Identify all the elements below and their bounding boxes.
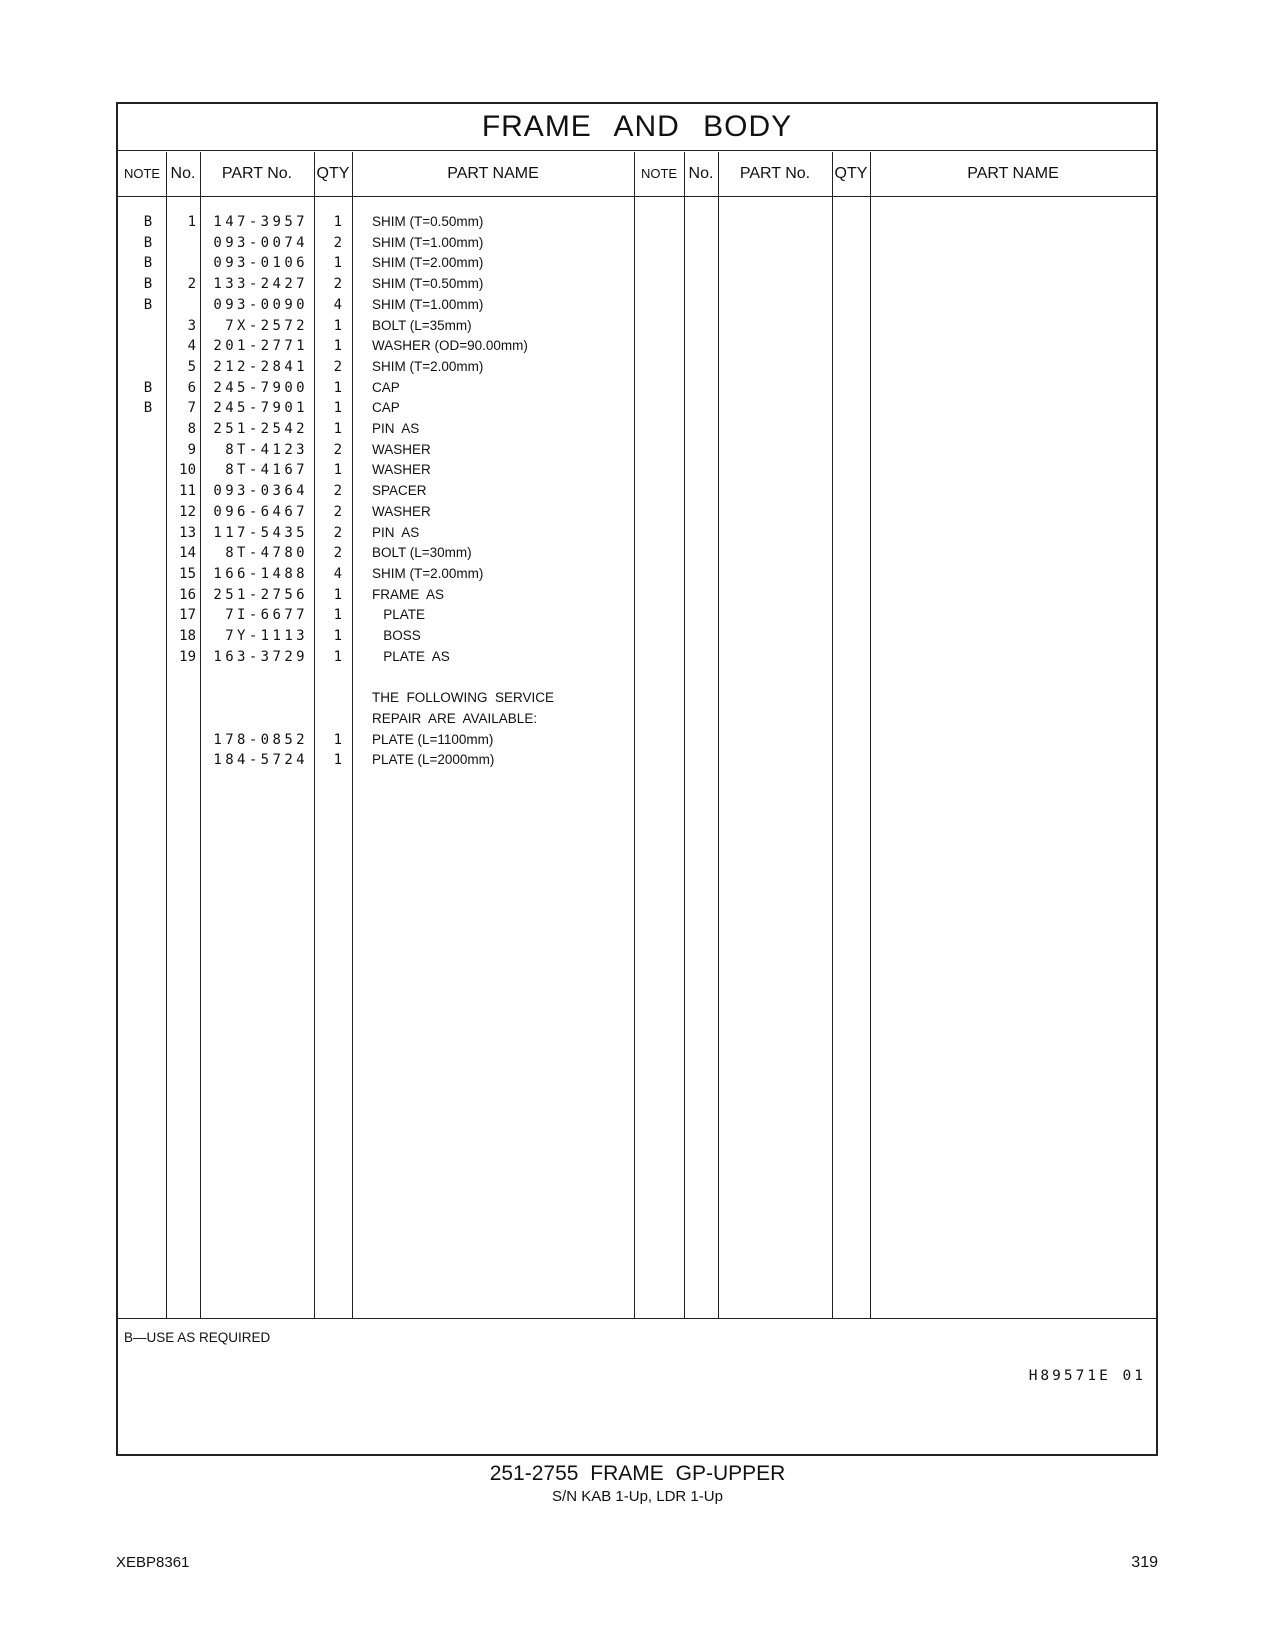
table-row <box>118 628 1160 649</box>
document-id: XEBP8361 <box>116 1554 190 1571</box>
row-quantity: 1 <box>333 317 342 334</box>
row-item-number: 18 <box>179 628 196 644</box>
table-row <box>118 504 1160 525</box>
footnote: B—USE AS REQUIRED <box>124 1330 271 1345</box>
row-part-number: 166-1488 <box>213 565 308 582</box>
row-item-number: 17 <box>179 607 196 624</box>
row-quantity: 1 <box>333 255 342 272</box>
header-no-right: No. <box>688 165 714 182</box>
row-part-name: REPAIR ARE AVAILABLE: <box>372 710 538 726</box>
row-part-number: 201-2771 <box>213 338 308 355</box>
row-part-number: 178-0852 <box>213 731 308 748</box>
row-part-name: WASHER <box>372 462 431 478</box>
row-part-name: SPACER <box>372 483 427 499</box>
row-note: B <box>143 296 153 313</box>
row-item-number: 1 <box>187 214 196 230</box>
row-part-name: SHIM (T=0.50mm) <box>372 214 484 229</box>
row-note: B <box>143 255 153 272</box>
row-part-number: 251-2542 <box>213 421 308 437</box>
row-quantity: 1 <box>333 214 342 230</box>
row-quantity: 1 <box>333 628 342 644</box>
row-part-number: 8T-4167 <box>225 462 308 479</box>
table-row <box>118 545 1160 566</box>
table-row <box>118 318 1160 339</box>
row-part-name: SHIM (T=1.00mm) <box>372 234 484 250</box>
row-quantity: 1 <box>333 379 342 396</box>
row-part-name: PIN AS <box>372 524 420 540</box>
row-part-number: 117-5435 <box>213 524 308 541</box>
row-quantity: 4 <box>333 565 342 582</box>
table-row <box>118 214 1160 235</box>
row-quantity: 1 <box>333 338 342 355</box>
row-part-name: SHIM (T=1.00mm) <box>372 296 484 312</box>
header-qty-right: QTY <box>834 165 868 182</box>
group-title: 251-2755 FRAME GP-UPPER <box>489 1462 786 1485</box>
table-row <box>118 752 1160 773</box>
table-row <box>118 297 1160 318</box>
row-item-number: 4 <box>187 338 196 355</box>
table-row <box>118 421 1160 442</box>
page-number: 319 <box>1131 1554 1158 1571</box>
row-part-name: SHIM (T=2.00mm) <box>372 255 484 271</box>
row-part-name: SHIM (T=2.00mm) <box>372 565 484 581</box>
row-part-name: BOLT (L=35mm) <box>372 317 472 333</box>
table-row <box>118 255 1160 276</box>
table-row <box>118 525 1160 546</box>
row-quantity: 1 <box>333 607 342 624</box>
row-note: B <box>143 400 153 417</box>
row-item-number: 8 <box>187 421 196 437</box>
row-part-number: 245-7900 <box>213 379 308 396</box>
row-part-number: 8T-4123 <box>225 441 308 458</box>
header-part-name-right: PART NAME <box>967 165 1059 182</box>
row-note: B <box>143 234 153 251</box>
row-quantity: 1 <box>333 462 342 479</box>
parts-table <box>116 102 1158 1456</box>
header-divider <box>118 196 1156 197</box>
row-item-number: 19 <box>179 648 196 665</box>
row-part-number: 093-0090 <box>213 296 308 313</box>
table-row <box>118 587 1160 608</box>
row-quantity: 2 <box>333 276 342 293</box>
table-row <box>118 400 1160 421</box>
row-quantity: 2 <box>333 503 342 520</box>
table-row <box>118 462 1160 483</box>
header-note-left: NOTE <box>123 166 161 181</box>
row-item-number: 6 <box>187 379 196 396</box>
row-item-number: 9 <box>187 441 196 458</box>
row-part-number: 7Y-1113 <box>225 628 308 644</box>
row-item-number: 16 <box>179 586 196 603</box>
row-part-number: 093-0364 <box>213 483 308 500</box>
row-part-number: 093-0074 <box>213 234 308 251</box>
row-quantity: 2 <box>333 441 342 458</box>
row-part-name: BOLT (L=30mm) <box>372 545 472 561</box>
row-part-name: WASHER <box>372 503 431 519</box>
row-item-number: 3 <box>187 317 196 334</box>
row-part-name: WASHER <box>372 441 431 457</box>
row-part-number: 245-7901 <box>213 400 308 417</box>
row-part-number: 212-2841 <box>213 358 308 375</box>
row-part-name: BOSS <box>372 628 421 643</box>
header-part-no-right: PART No. <box>739 165 811 182</box>
table-row <box>118 276 1160 297</box>
illustration-reference: H89571E 01 <box>1028 1368 1146 1384</box>
row-quantity: 4 <box>333 296 342 313</box>
row-part-number: 7X-2572 <box>225 317 308 334</box>
table-row <box>118 359 1160 380</box>
row-quantity: 1 <box>333 586 342 603</box>
row-quantity: 2 <box>333 358 342 375</box>
row-part-number: 147-3957 <box>213 214 308 230</box>
row-item-number: 5 <box>187 358 196 375</box>
row-part-name: FRAME AS <box>372 586 445 602</box>
header-part-name-left: PART NAME <box>447 165 539 182</box>
row-item-number: 14 <box>179 545 196 562</box>
row-part-name: SHIM (T=2.00mm) <box>372 358 484 374</box>
row-quantity: 2 <box>333 483 342 500</box>
row-part-number: 096-6467 <box>213 503 308 520</box>
row-part-number: 163-3729 <box>213 648 308 665</box>
row-note: B <box>143 379 153 396</box>
row-part-name: PLATE (L=2000mm) <box>372 752 495 768</box>
header-part-no-left: PART No. <box>221 165 293 182</box>
serial-range: S/N KAB 1-Up, LDR 1-Up <box>552 1488 723 1505</box>
row-note: B <box>143 214 153 230</box>
table-row <box>118 483 1160 504</box>
row-part-name: CAP <box>372 400 400 416</box>
row-item-number: 2 <box>187 276 196 293</box>
table-row <box>118 669 1160 690</box>
table-row <box>118 235 1160 256</box>
footer-divider <box>118 1318 1156 1319</box>
row-item-number: 13 <box>179 524 196 541</box>
table-row <box>118 690 1160 711</box>
table-row <box>118 649 1160 670</box>
table-row <box>118 732 1160 753</box>
row-quantity: 1 <box>333 400 342 417</box>
row-item-number: 11 <box>179 483 196 500</box>
row-part-number: 8T-4780 <box>225 545 308 562</box>
row-part-number: 251-2756 <box>213 586 308 603</box>
row-quantity: 1 <box>333 731 342 748</box>
header-note-right: NOTE <box>640 166 678 181</box>
row-part-name: PIN AS <box>372 421 420 436</box>
row-quantity: 2 <box>333 524 342 541</box>
row-quantity: 1 <box>333 752 342 769</box>
table-title: FRAME AND BODY <box>118 104 1156 151</box>
table-row <box>118 711 1160 732</box>
row-part-name: PLATE AS <box>372 648 450 664</box>
table-row <box>118 607 1160 628</box>
row-part-name: PLATE (L=1100mm) <box>372 731 494 747</box>
row-part-number: 184-5724 <box>213 752 308 769</box>
row-item-number: 12 <box>179 503 196 520</box>
row-part-name: WASHER (OD=90.00mm) <box>372 338 528 354</box>
table-row <box>118 380 1160 401</box>
header-no-left: No. <box>170 165 196 182</box>
table-row <box>118 442 1160 463</box>
row-quantity: 2 <box>333 234 342 251</box>
row-quantity: 1 <box>333 648 342 665</box>
header-qty-left: QTY <box>316 165 350 182</box>
row-part-name: THE FOLLOWING SERVICE <box>372 690 555 706</box>
table-row <box>118 566 1160 587</box>
row-quantity: 1 <box>333 421 342 437</box>
row-item-number: 10 <box>179 462 196 479</box>
row-note: B <box>143 276 153 293</box>
row-item-number: 15 <box>179 565 196 582</box>
row-part-number: 093-0106 <box>213 255 308 272</box>
row-part-number: 133-2427 <box>213 276 308 293</box>
row-quantity: 2 <box>333 545 342 562</box>
row-part-name: PLATE <box>372 607 426 623</box>
row-part-name: SHIM (T=0.50mm) <box>372 276 484 292</box>
row-item-number: 7 <box>187 400 196 417</box>
row-part-name: CAP <box>372 379 400 395</box>
table-row <box>118 338 1160 359</box>
row-part-number: 7I-6677 <box>225 607 308 624</box>
